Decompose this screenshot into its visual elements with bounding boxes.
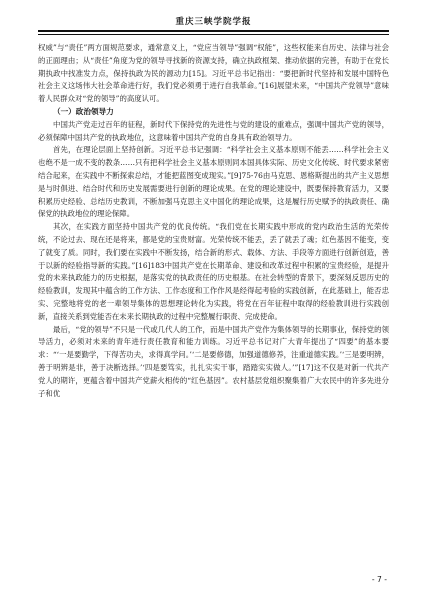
paragraph-4: 其次，在实践方面坚持中国共产党的优良传统。“我们党在长期实践中形成的党内政治生活的光荣传统，不论过去、现在还是将来，都是党的宝贵财富。光荣传统不能丢，丢了就丢了魂；红色基因不能变，变了就变了质。同时，我们要在实践中不断发扬，结合新的形式、载体、方法、手段等方面进行创新创造，善于以新的经验指导新的实践。”[16]183中国共产党在长期革命、建设和改革过程中积累的宝贵经验，是提升党的未来执政能力的历史根据，是落实党的执政责任的历史根基。在社会转型的背景下，要深刻反思历史的经验教训，发现其中蕴含的工作方法、工作态度和工作作风是经得起考验的实践创新，在此基础上，能否忠实、完整地将党的老一辈领导集体的思想理论转化为实践，将党在百年征程中取得的经验教训进行实践创新，直接关系到党能否在未来长期执政的过程中完整履行职责、完成使命。 bbox=[38, 222, 389, 321]
running-header: 重庆三峡学院学报 bbox=[38, 15, 389, 32]
page-number: - 7 - bbox=[371, 575, 387, 584]
paragraph-3: 首先，在理论层面上坚持创新。习近平总书记强调：“科学社会主义基本原则不能丢……科学社会主义也绝不是一成不变的教条……只有把科学社会主义基本原则同本国具体实际、历史文化传统、时代要求紧密结合起来，在实践中不断探索总结，才能把蓝图变成现实。”[9]75-76由马克思、恩格斯提出的共产主义思想是与时俱进、结合时代和历史发展需要进行创新的理论成果。在党的理论建设中，既要保持教育活力，又要积累历史经验、总结历史教训，不断加强马克思主义中国化的理论成果，这是履行历史赋予的执政责任、确保党的执政地位的理论保障。 bbox=[38, 145, 389, 219]
paragraph-5: 最后，“党的领导”不只是一代或几代人的工作，而是中国共产党作为集体领导的长期事业，保持党的领导活力，必须对未来的青年进行责任教育和能力训练。习近平总书记对广大青年提出了“四要”的基本要求：“‘一是要勤学，下得苦功夫，求得真学问。’‘二是要修德，加强道德修养，注重道德实践。’‘三是要明辨，善于明辨是非，善于决断选择。’‘四是要笃实，扎扎实实干事，踏踏实实做人。’”[17]这不仅是对新一代共产党人的期许，更蕴含着中国共产党薪火相传的“红色基因”。农村基层党组织聚集着广大农民中的许多先进分子和优 bbox=[38, 324, 389, 398]
paragraph-1: 权威”与“责任”两方面规范要求，通常意义上，“党应当领导”强调“权能”，这些权能来自历史、法律与社会的正面理由；从“责任”角度为党的领导寻找新的资源支持，确立执政框架、推动依据的完善，有助于在党长期执政中找准发力点，保持执政为民的源动力[15]。习近平总书记指出：“要把新时代坚持和发展中国特色社会主义这场伟大社会革命进行好，我们党必须勇于进行自我革命。”[16]展望未来，“中国共产党领导”意味着人民群众对“党的领导”的高度认可。 bbox=[38, 43, 389, 104]
paragraph-2: 中国共产党走过百年的征程，新时代下保持党的先进性与党的建设的重难点，强调中国共产党的领导，必须保障中国共产党的执政地位，这意味着中国共产党的自身具有政治领导力。 bbox=[38, 119, 389, 142]
section-heading: （一）政治领导力 bbox=[53, 106, 114, 116]
article-body bbox=[38, 42, 389, 400]
